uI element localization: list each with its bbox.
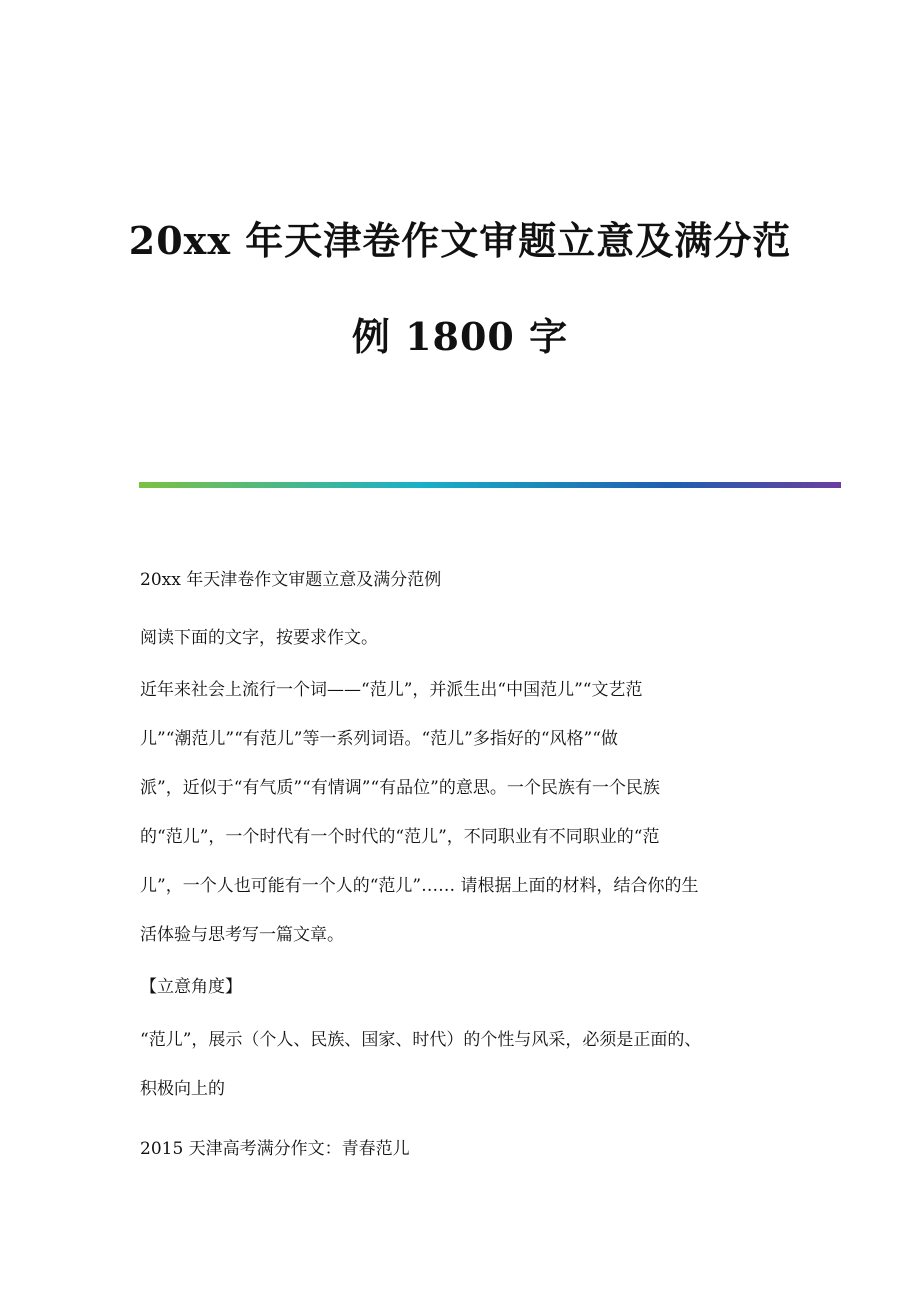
angle-line: 积极向上的 xyxy=(140,1079,225,1099)
angle-heading: 【立意角度】 xyxy=(140,977,242,997)
angle-line: “范儿”，展示（个人、民族、国家、时代）的个性与风采，必须是正面的、 xyxy=(140,1030,702,1050)
instruction: 阅读下面的文字，按要求作文。 xyxy=(140,628,378,648)
material-line: 派”，近似于“有气质”“有情调”“有品位”的意思。一个民族有一个民族 xyxy=(140,778,660,798)
material-line: 的“范儿”，一个时代有一个时代的“范儿”，不同职业有不同职业的“范 xyxy=(140,827,660,847)
material-line: 近年来社会上流行一个词——“范儿”，并派生出“中国范儿”“文艺范 xyxy=(140,680,643,700)
essay-title: 2015 天津高考满分作文：青春范儿 xyxy=(140,1139,410,1159)
material-line: 活体验与思考写一篇文章。 xyxy=(140,925,344,945)
document-title-line-2: 例 1800 字 xyxy=(351,314,569,359)
angle-paragraph xyxy=(140,1016,790,1114)
material-line: 儿”，一个人也可能有一个人的“范儿”…… 请根据上面的材料，结合你的生 xyxy=(140,876,699,896)
subtitle: 20xx 年天津卷作文审题立意及满分范例 xyxy=(140,570,442,590)
gradient-divider xyxy=(139,482,841,488)
document-title-line-1: 20xx 年天津卷作文审题立意及满分范 xyxy=(128,218,792,263)
material-paragraph xyxy=(140,666,790,960)
material-line: 儿”“潮范儿”“有范儿”等一系列词语。“范儿”多指好的“风格”“做 xyxy=(140,729,618,749)
